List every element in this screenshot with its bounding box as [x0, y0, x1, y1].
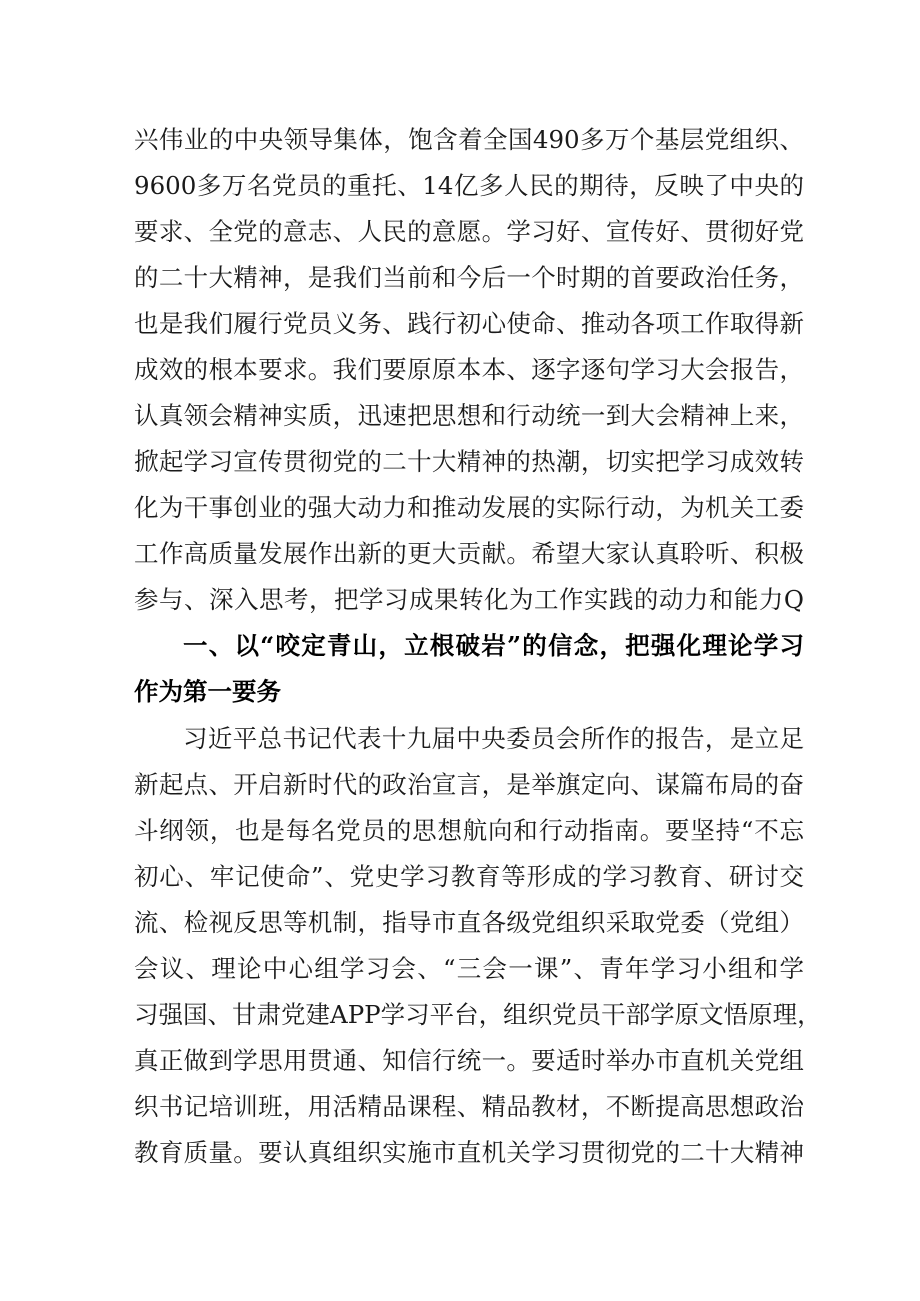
paragraph-2-line-9: 织书记培训班，用活精品课程、精品教材，不断提高思想政治 [134, 1092, 804, 1121]
paragraph-2-line-3: 斗纲领，也是每名党员的思想航向和行动指南。要坚持“不忘 [134, 816, 804, 845]
paragraph-2-line-10: 教育质量。要认真组织实施市直机关学习贯彻党的二十大精神 [134, 1138, 804, 1167]
paragraph-2-line-1: 习近平总书记代表十九届中央委员会所作的报告，是立足 [183, 724, 804, 753]
paragraph-2-line-6: 会议、理论中心组学习会、“三会一课”、青年学习小组和学 [134, 954, 804, 983]
section-heading-line-2: 作为第一要务 [134, 677, 281, 706]
paragraph-2-line-7: 习强国、甘肃党建APP学习平台，组织党员干部学原文悟原理， [134, 1000, 822, 1029]
paragraph-2-line-5: 流、检视反思等机制，指导市直各级党组织采取党委（党组） [134, 908, 804, 937]
paragraph-1-line-7: 认真领会精神实质，迅速把思想和行动统一到大会精神上来， [134, 401, 804, 430]
paragraph-2-line-4: 初心、牢记使命”、党史学习教育等形成的学习教育、研讨交 [134, 862, 804, 891]
section-heading-line-1: 一、以“咬定青山，立根破岩”的信念，把强化理论学习 [183, 631, 804, 660]
paragraph-2-line-8: 真正做到学思用贯通、知信行统一。要适时举办市直机关党组 [134, 1046, 804, 1075]
paragraph-1-line-9: 化为干事创业的强大动力和推动发展的实际行动，为机关工委 [134, 493, 804, 522]
paragraph-1-line-4: 的二十大精神，是我们当前和今后一个时期的首要政治任务， [134, 263, 804, 292]
paragraph-1-line-5: 也是我们履行党员义务、践行初心使命、推动各项工作取得新 [134, 309, 804, 338]
paragraph-1-line-8: 掀起学习宣传贯彻党的二十大精神的热潮，切实把学习成效转 [134, 447, 804, 476]
paragraph-1-line-3: 要求、全党的意志、人民的意愿。学习好、宣传好、贯彻好党 [134, 217, 804, 246]
paragraph-1-line-1: 兴伟业的中央领导集体，饱含着全国490多万个基层党组织、 [134, 125, 804, 154]
paragraph-1-line-6: 成效的根本要求。我们要原原本本、逐字逐句学习大会报告， [134, 355, 804, 384]
paragraph-1-line-10: 工作高质量发展作出新的更大贡献。希望大家认真聆听、积极 [134, 539, 804, 568]
paragraph-2-line-2: 新起点、开启新时代的政治宣言，是举旗定向、谋篇布局的奋 [134, 770, 804, 799]
paragraph-1-line-11: 参与、深入思考，把学习成果转化为工作实践的动力和能力Q [134, 585, 804, 614]
paragraph-1-line-2: 9600多万名党员的重托、14亿多人民的期待，反映了中央的 [134, 171, 804, 200]
